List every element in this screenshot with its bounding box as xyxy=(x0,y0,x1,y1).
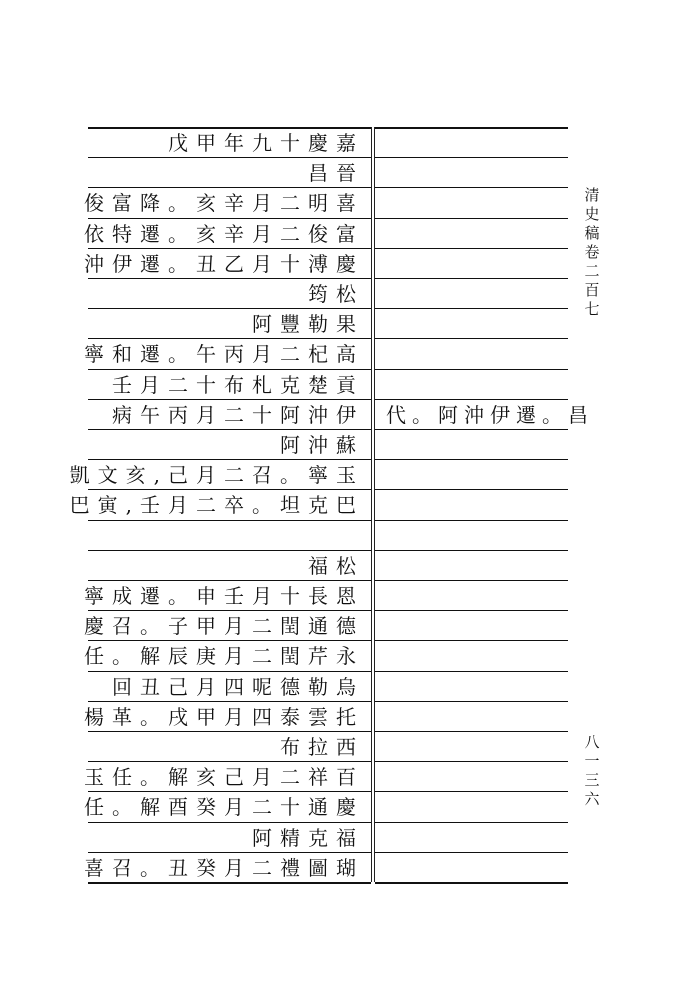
row-rule-right xyxy=(375,429,568,430)
table-row xyxy=(84,187,368,217)
row-text: 寧和遷。午丙月二杞高 xyxy=(84,342,364,367)
margin-char: 八 xyxy=(584,733,600,751)
table-row xyxy=(88,731,368,761)
row-rule-right xyxy=(375,671,568,672)
row-rule-right xyxy=(375,127,568,129)
row-rule-right xyxy=(375,459,568,460)
row-text: 任。解酉癸月二十通慶 xyxy=(84,795,364,820)
row-rule-right xyxy=(375,852,568,853)
table-row xyxy=(88,157,368,187)
row-rule-right xyxy=(375,489,568,490)
table-row xyxy=(84,610,368,640)
table-row xyxy=(84,338,368,368)
table-row xyxy=(88,822,368,852)
row-text: 福松 xyxy=(308,553,364,578)
row-rule-right xyxy=(375,882,568,884)
row-text: 壬月二十布札克楚貢 xyxy=(112,372,364,397)
row-text: 阿精克福 xyxy=(252,825,364,850)
row-rule-right xyxy=(375,610,568,611)
row-text: 回丑己月四呢德勒烏 xyxy=(112,674,364,699)
table-row xyxy=(88,308,368,338)
table-row xyxy=(88,429,368,459)
table-row xyxy=(84,218,368,248)
table-row xyxy=(69,489,368,519)
margin-char: 六 xyxy=(584,790,600,808)
page-number xyxy=(583,733,601,809)
row-text: 阿豐勒果 xyxy=(252,312,364,337)
table-row xyxy=(84,580,368,610)
row-text: 俊富降。亥辛月二明喜 xyxy=(84,191,364,216)
row-rule-right xyxy=(375,701,568,702)
row-text: 阿沖蘇 xyxy=(280,433,364,457)
table-row xyxy=(84,852,368,882)
row-rule-right xyxy=(375,731,568,732)
row-rule-right xyxy=(375,278,568,279)
row-text: 戊甲年九十慶嘉 xyxy=(168,131,364,155)
row-text: 楊革。戌甲月四泰雲托 xyxy=(84,704,364,729)
table-row xyxy=(88,520,368,550)
row-text: 依特遷。亥辛月二俊富 xyxy=(84,221,364,246)
table-border xyxy=(88,882,371,884)
margin-char: 七 xyxy=(584,300,600,318)
row-text: 沖伊遷。丑乙月十溥慶 xyxy=(84,251,364,276)
table-row xyxy=(88,550,368,580)
row-text: 玉任。解亥己月二祥百 xyxy=(84,765,364,790)
row-rule-right xyxy=(375,761,568,762)
margin-char: 二 xyxy=(584,262,600,280)
margin-char: 一 xyxy=(584,752,600,770)
row-rule-right xyxy=(375,520,568,521)
margin-char: 三 xyxy=(584,771,600,789)
row-right-text: 代。阿沖伊遷。昌 xyxy=(386,402,594,427)
row-text: 巴寅,壬月二卒。坦克巴 xyxy=(69,493,364,518)
row-text: 慶召。子甲月二閏通德 xyxy=(84,614,364,639)
table-row xyxy=(84,791,368,821)
margin-char: 百 xyxy=(584,281,600,299)
margin-char: 史 xyxy=(584,205,600,223)
row-text: 凱文亥,己月二召。寧玉 xyxy=(69,463,364,488)
row-text: 病午丙月二十阿沖伊 xyxy=(112,402,364,427)
table-row xyxy=(84,640,368,670)
table-row xyxy=(88,671,368,701)
row-rule-right xyxy=(375,550,568,551)
table-row xyxy=(88,278,368,308)
row-rule-right xyxy=(375,218,568,219)
table-row xyxy=(84,248,368,278)
book-title-margin xyxy=(583,186,601,319)
row-rule-right xyxy=(375,187,568,188)
row-rule-right xyxy=(375,791,568,792)
row-text: 布拉西 xyxy=(280,735,364,759)
row-text: 昌晉 xyxy=(308,161,364,186)
margin-char: 稿 xyxy=(584,224,600,242)
row-rule-right xyxy=(375,338,568,339)
row-rule-right xyxy=(375,308,568,309)
table-row-right xyxy=(376,399,594,429)
table-row xyxy=(88,369,368,399)
row-text: 任。解辰庚月二閏芹永 xyxy=(84,644,364,669)
row-text: 寧成遷。申壬月十長恩 xyxy=(84,584,364,608)
margin-char: 卷 xyxy=(584,243,600,261)
row-text: 喜召。丑癸月二禮圖瑚 xyxy=(84,855,364,880)
table-row xyxy=(84,701,368,731)
table-row xyxy=(88,127,368,157)
row-rule-right xyxy=(375,822,568,823)
margin-char: 清 xyxy=(584,186,600,204)
table-row xyxy=(69,459,368,489)
row-rule-right xyxy=(375,580,568,581)
row-rule-right xyxy=(375,640,568,641)
row-rule-right xyxy=(375,369,568,370)
table-row xyxy=(88,399,368,429)
column-divider xyxy=(374,127,375,882)
column-divider xyxy=(371,127,372,882)
row-rule-right xyxy=(375,248,568,249)
row-text: 筠松 xyxy=(308,282,364,306)
row-rule-right xyxy=(375,157,568,158)
table-row xyxy=(84,761,368,791)
